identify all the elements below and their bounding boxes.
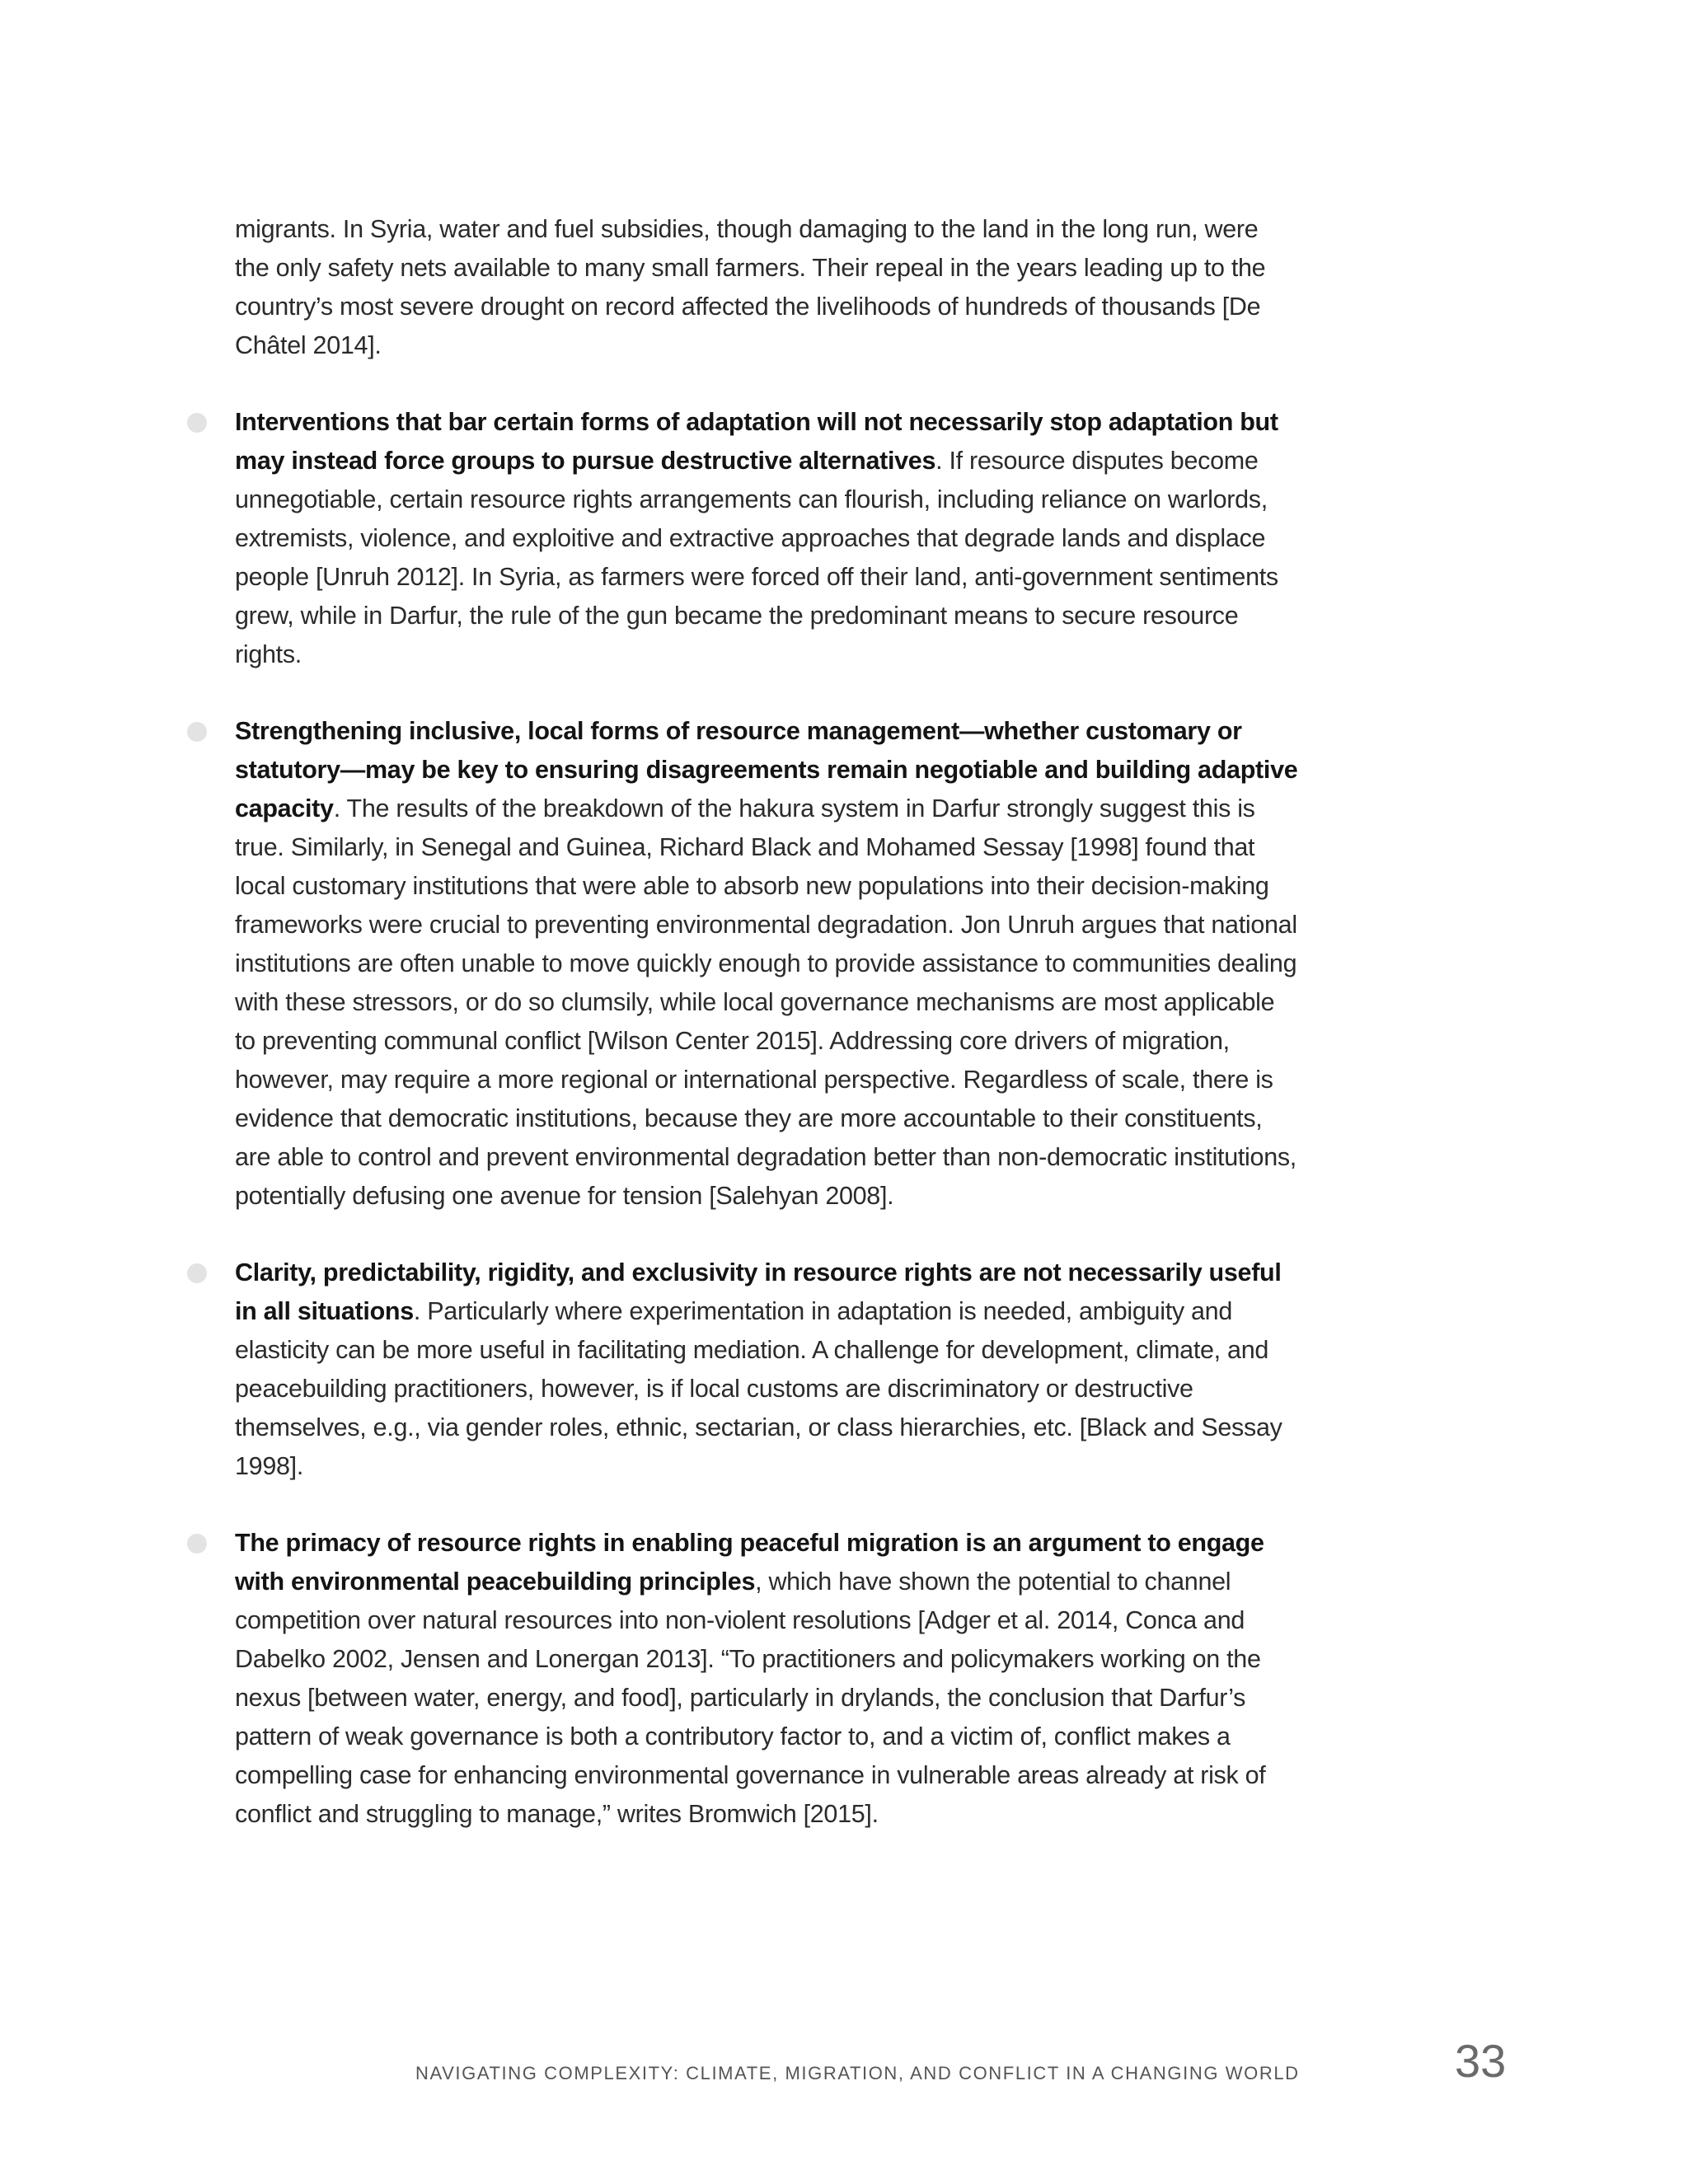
page-number: 33 [1455,2035,1507,2087]
bullet-body: . If resource disputes become unnegotiable, certain resource rights arrangements can flourish, including reliance on warlords, extremists, violence, and exploitive and extractive approaches that degrade lands and displace people [Unruh 2012]. In Syria, as farmers were forced off their land, anti-government sentiments grew, while in Darfur, the rule of the gun became the predominant means to secure resource rights. [235,447,1278,668]
bullet-body: . Particularly where experimentation in adaptation is needed, ambiguity and elasticity can be more useful in facilitating mediation. A challenge for development, climate, and peacebuilding practitioners, however, is if local customs are discriminatory or destructive themselves, e.g., via gender roles, ethnic, sectarian, or class hierarchies, etc. [Black and Sessay 1998]. [235,1297,1282,1480]
bullet-paragraph [235,403,1298,674]
bullet-dot-icon [187,722,207,742]
bullet-body: . The results of the breakdown of the hakura system in Darfur strongly suggest this is true. Similarly, in Senegal and Guinea, Richard Black and Mohamed Sessay [1998] found that local customary institutions that were able to absorb new populations into their decision-making frameworks were crucial to preventing environmental degradation. Jon Unruh argues that national institutions are often unable to move quickly enough to provide assistance to communities dealing with these stressors, or do so clumsily, while local governance mechanisms are most applicable to preventing communal conflict [Wilson Center 2015]. Addressing core drivers of migration, however, may require a more regional or international perspective. Regardless of scale, there is evidence that democratic institutions, because they are more accountable to their constituents, are able to control and prevent environmental degradation better than non-democratic institutions, potentially defusing one avenue for tension [Salehyan 2008]. [235,794,1297,1210]
bullet-body: , which have shown the potential to channel competition over natural resources into non-violent resolutions [Adger et al. 2014, Conca and Dabelko 2002, Jensen and Lonergan 2013]. “To practitioners and policymakers working on the nexus [between water, energy, and food], particularly in drylands, the conclusion that Darfur’s pattern of weak governance is both a contributory factor to, and a victim of, conflict makes a compelling case for enhancing environmental governance in vulnerable areas already at risk of conflict and struggling to manage,” writes Bromwich [2015]. [235,1568,1266,1828]
intro-paragraph: migrants. In Syria, water and fuel subsidies, though damaging to the land in the long run, were the only safety nets available to many small farmers. Their repeal in the years leading up to the country’s most severe drought on record affected the livelihoods of hundreds of thousands [De Châtel 2014]. [235,215,1266,359]
bullet-dot-icon [187,1263,207,1283]
bullet-item-1 [235,403,1298,674]
bullet-item-2 [235,712,1298,1216]
bullet-item-3 [235,1254,1298,1486]
bullet-lead: Strengthening inclusive, local forms of resource management—whether customary or statutory—may be key to ensuring disagreements remain negotiable and building adaptive capacity [235,717,1298,823]
bullet-paragraph [235,1254,1298,1486]
bullet-lead: Interventions that bar certain forms of adaptation will not necessarily stop adaptation but may instead force groups to pursue destructive alternatives [235,408,1278,475]
bullet-paragraph [235,712,1298,1216]
main-content [235,210,1298,1872]
bullet-paragraph [235,1524,1298,1834]
bullet-lead: Clarity, predictability, rigidity, and exclusivity in resource rights are not necessarily useful in all situations [235,1258,1282,1325]
bullet-dot-icon [187,413,207,433]
bullet-lead: The primacy of resource rights in enabling peaceful migration is an argument to engage with environmental peacebuilding principles [235,1529,1264,1596]
bullet-item-4 [235,1524,1298,1834]
footer-title: NAVIGATING COMPLEXITY: CLIMATE, MIGRATION, AND CONFLICT IN A CHANGING WORLD [415,2063,1300,2083]
bullet-dot-icon [187,1534,207,1554]
